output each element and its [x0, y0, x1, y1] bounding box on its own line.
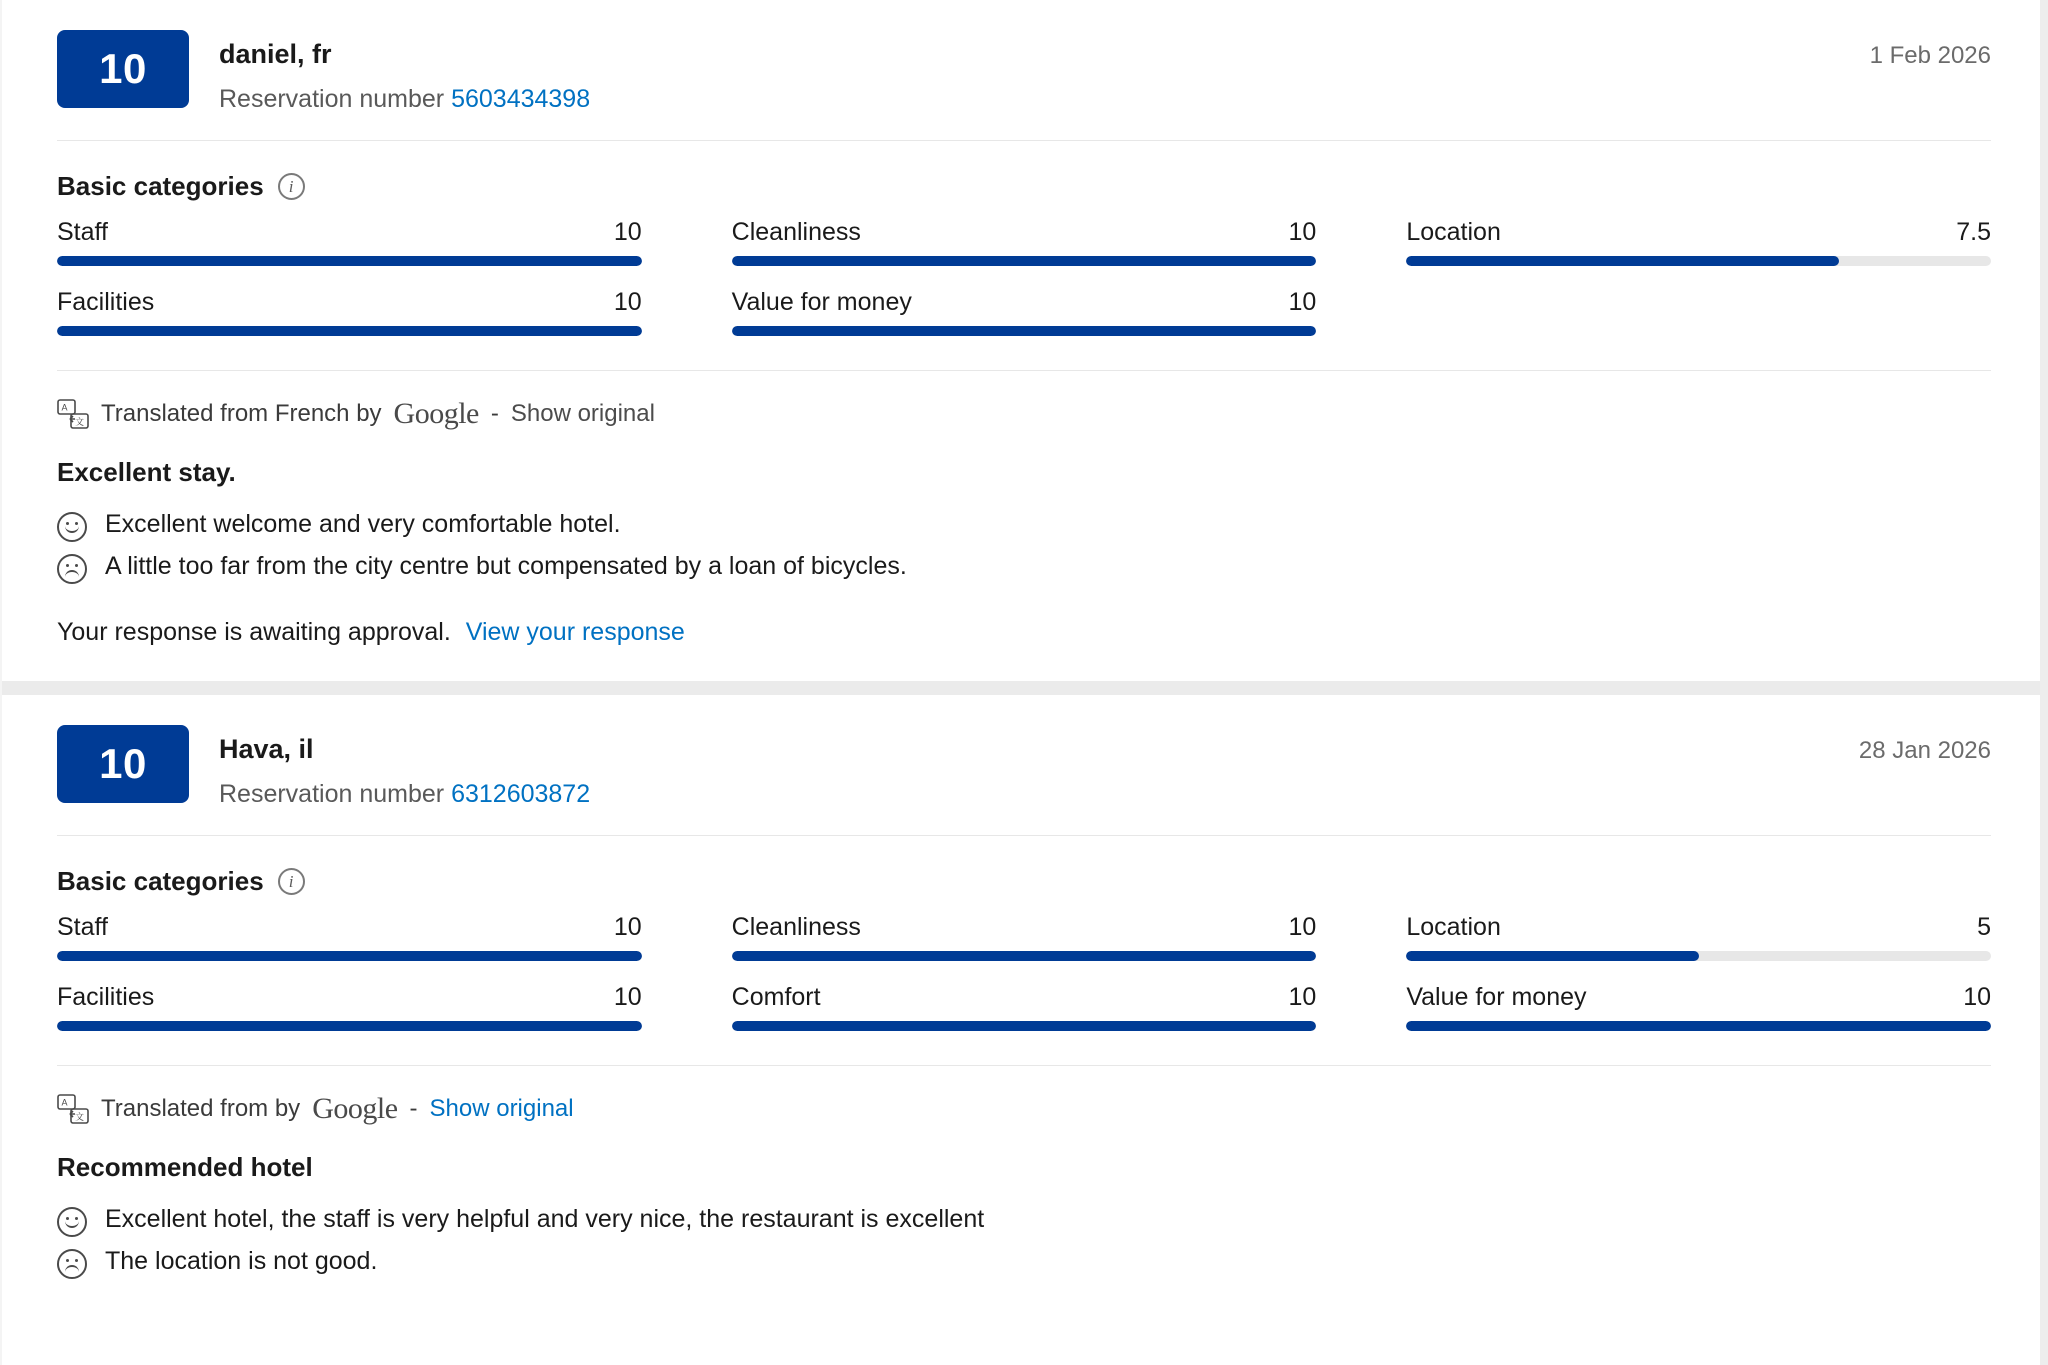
category-bar-track: [57, 1021, 642, 1031]
smiley-sad-icon: [57, 554, 87, 584]
category-bar-fill: [1406, 1021, 1991, 1031]
category-bar-fill: [1406, 951, 1698, 961]
show-original-link[interactable]: Show original: [429, 1094, 574, 1122]
category-name: Cleanliness: [731, 912, 861, 941]
basic-categories-header: [57, 141, 1991, 218]
category-name: Value for money: [1406, 982, 1587, 1011]
category-score: 10: [1288, 217, 1317, 246]
category-name: Location: [1406, 217, 1501, 246]
review-date: 1 Feb 2026: [1869, 42, 1991, 69]
review-card: [0, 695, 2048, 1283]
review-date: 28 Jan 2026: [1858, 736, 1991, 764]
review-score-badge: 10: [57, 725, 189, 803]
category-bar-track: [1406, 951, 1991, 961]
svg-text:文: 文: [75, 416, 85, 427]
review-score-badge: 10: [57, 30, 189, 108]
smiley-happy-icon: [57, 512, 87, 542]
category-item: [1406, 983, 1991, 1031]
category-name: Comfort: [731, 982, 821, 1011]
category-bar-fill: [732, 951, 1317, 961]
category-name: Facilities: [57, 982, 155, 1011]
smiley-sad-icon: [57, 1249, 87, 1279]
review-title: Recommended hotel: [57, 1151, 313, 1182]
translation-dash: -: [490, 399, 499, 427]
category-scores-grid: [57, 913, 1991, 1065]
category-bar-fill: [57, 951, 642, 961]
category-item: [57, 983, 642, 1031]
negative-text: A little too far from the city centre but compensated by a loan of bicycles.: [105, 551, 907, 580]
translation-dash: -: [409, 1094, 418, 1122]
category-item-empty: [1406, 288, 1991, 336]
translate-icon: [57, 1094, 89, 1124]
review-card: [0, 0, 2048, 681]
category-bar-fill: [57, 1021, 642, 1031]
basic-categories-label: Basic categories: [57, 170, 264, 201]
category-name: Staff: [57, 217, 108, 246]
basic-categories-header: [57, 836, 1991, 913]
category-item: [57, 218, 642, 266]
view-response-link[interactable]: View your response: [465, 617, 685, 646]
svg-text:A: A: [61, 1097, 68, 1107]
category-score: 10: [613, 912, 642, 941]
category-item: [57, 288, 642, 336]
category-item: [732, 913, 1317, 961]
category-score: 7.5: [1956, 217, 1991, 246]
category-bar-fill: [57, 326, 642, 336]
category-item: [732, 288, 1317, 336]
review-header: [57, 0, 1991, 140]
translation-row: [57, 371, 1991, 441]
category-name: Value for money: [731, 287, 912, 316]
negative-text: The location is not good.: [105, 1246, 378, 1275]
category-bar-fill: [57, 256, 642, 266]
category-bar-track: [732, 326, 1317, 336]
smiley-happy-icon: [57, 1207, 87, 1237]
svg-text:文: 文: [75, 1111, 85, 1122]
category-bar-track: [732, 1021, 1317, 1031]
category-name: Facilities: [57, 287, 155, 316]
guest-name: Hava, il: [219, 733, 314, 764]
category-bar-fill: [732, 256, 1317, 266]
reservation-line: [219, 779, 1859, 809]
category-scores-grid: [57, 218, 1991, 370]
reservation-number-link[interactable]: 5603434398: [451, 84, 591, 113]
review-negative-comment: [57, 546, 1991, 588]
category-bar-track: [57, 326, 642, 336]
category-score: 5: [1977, 912, 1991, 941]
translate-icon: [57, 399, 89, 429]
category-bar-fill: [1406, 256, 1839, 266]
category-item: [1406, 913, 1991, 961]
basic-categories-label: Basic categories: [57, 865, 264, 896]
positive-text: Excellent welcome and very comfortable hotel.: [105, 509, 621, 538]
response-status-row: [57, 588, 1991, 681]
review-positive-comment: [57, 504, 1991, 546]
category-item: [732, 218, 1317, 266]
category-score: 10: [1963, 982, 1991, 1011]
translation-text: Translated from French by: [101, 399, 382, 427]
category-bar-fill: [732, 326, 1317, 336]
page-right-edge: [2040, 0, 2048, 1365]
category-bar-track: [57, 256, 642, 266]
category-bar-track: [732, 256, 1317, 266]
review-positive-comment: [57, 1199, 1991, 1241]
category-item: [1406, 218, 1991, 266]
category-item: [732, 983, 1317, 1031]
reservation-label: Reservation number: [219, 84, 445, 113]
review-separator: [0, 681, 2048, 695]
translation-text: Translated from by: [101, 1094, 301, 1122]
category-score: 10: [613, 982, 642, 1011]
category-item: [57, 913, 642, 961]
category-score: 10: [1288, 982, 1317, 1011]
translation-row: [57, 1066, 1991, 1136]
category-name: Location: [1406, 912, 1501, 941]
show-original-link[interactable]: Show original: [510, 399, 655, 427]
category-bar-track: [1406, 1021, 1991, 1031]
info-icon[interactable]: i: [278, 173, 305, 200]
review-guest-meta: [219, 725, 1859, 809]
reservation-label: Reservation number: [219, 779, 445, 808]
category-score: 10: [613, 217, 642, 246]
guest-name: daniel, fr: [219, 39, 332, 69]
review-title: Excellent stay.: [57, 456, 236, 487]
category-bar-track: [732, 951, 1317, 961]
category-score: 10: [1288, 912, 1317, 941]
category-name: Cleanliness: [731, 217, 861, 246]
category-name: Staff: [57, 912, 108, 941]
review-negative-comment: [57, 1241, 1991, 1283]
category-bar-track: [57, 951, 642, 961]
review-header: [57, 695, 1991, 835]
google-wordmark: Google: [312, 1091, 398, 1125]
category-bar-track: [1406, 256, 1991, 266]
info-icon[interactable]: i: [278, 868, 305, 895]
svg-text:A: A: [61, 402, 68, 413]
reservation-number-link[interactable]: 6312603872: [451, 779, 591, 808]
positive-text: Excellent hotel, the staff is very helpful and very nice, the restaurant is excellent: [105, 1204, 985, 1233]
google-wordmark: Google: [393, 396, 479, 430]
reservation-line: [219, 84, 1870, 114]
response-status-text: Your response is awaiting approval.: [57, 617, 451, 646]
category-score: 10: [613, 287, 642, 316]
category-score: 10: [1288, 287, 1317, 316]
page-left-edge: [0, 0, 2, 1365]
category-bar-fill: [732, 1021, 1317, 1031]
review-guest-meta: [219, 30, 1870, 114]
